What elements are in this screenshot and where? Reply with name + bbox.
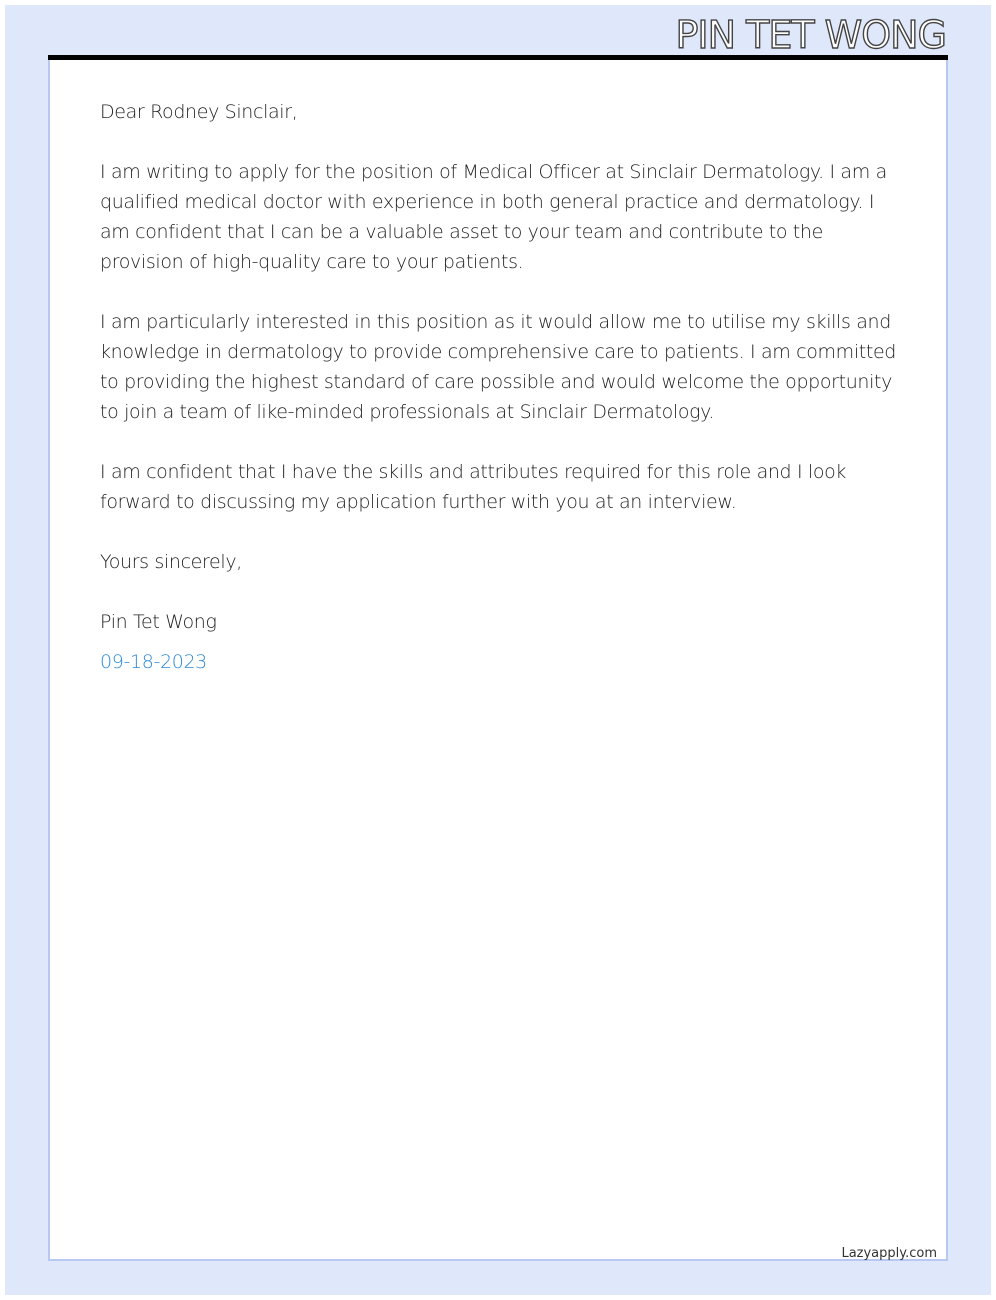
letter-signature: Pin Tet Wong xyxy=(100,611,217,633)
applicant-name-header: PIN TET WONG xyxy=(675,13,946,57)
letter-closing: Yours sincerely, xyxy=(100,551,242,573)
letter-paragraph: I am confident that I have the skills and attributes required for this role and I look forward to discussing my application further with you at an interview. xyxy=(100,461,847,513)
footer-brand: Lazyapply.com xyxy=(841,1246,937,1261)
letter-paragraph: I am particularly interested in this position as it would allow me to utilise my skills and knowledge in dermatology to provide comprehensive care to patients. I am committed to providing the highest standard of care possible and would welcome the opportunity to join a team of like-minded professionals at Sinclair Dermatology. xyxy=(100,311,896,423)
letter-paragraph: I am writing to apply for the position of Medical Officer at Sinclair Dermatology. I am a qualified medical doctor with experience in both general practice and dermatology. I am confident that I can be a valuable asset to your team and contribute to the provision of high-quality care to your patients. xyxy=(100,161,887,273)
letter-salutation: Dear Rodney Sinclair, xyxy=(100,101,298,123)
letter-date: 09-18-2023 xyxy=(100,651,207,673)
cover-letter-body xyxy=(100,97,900,677)
